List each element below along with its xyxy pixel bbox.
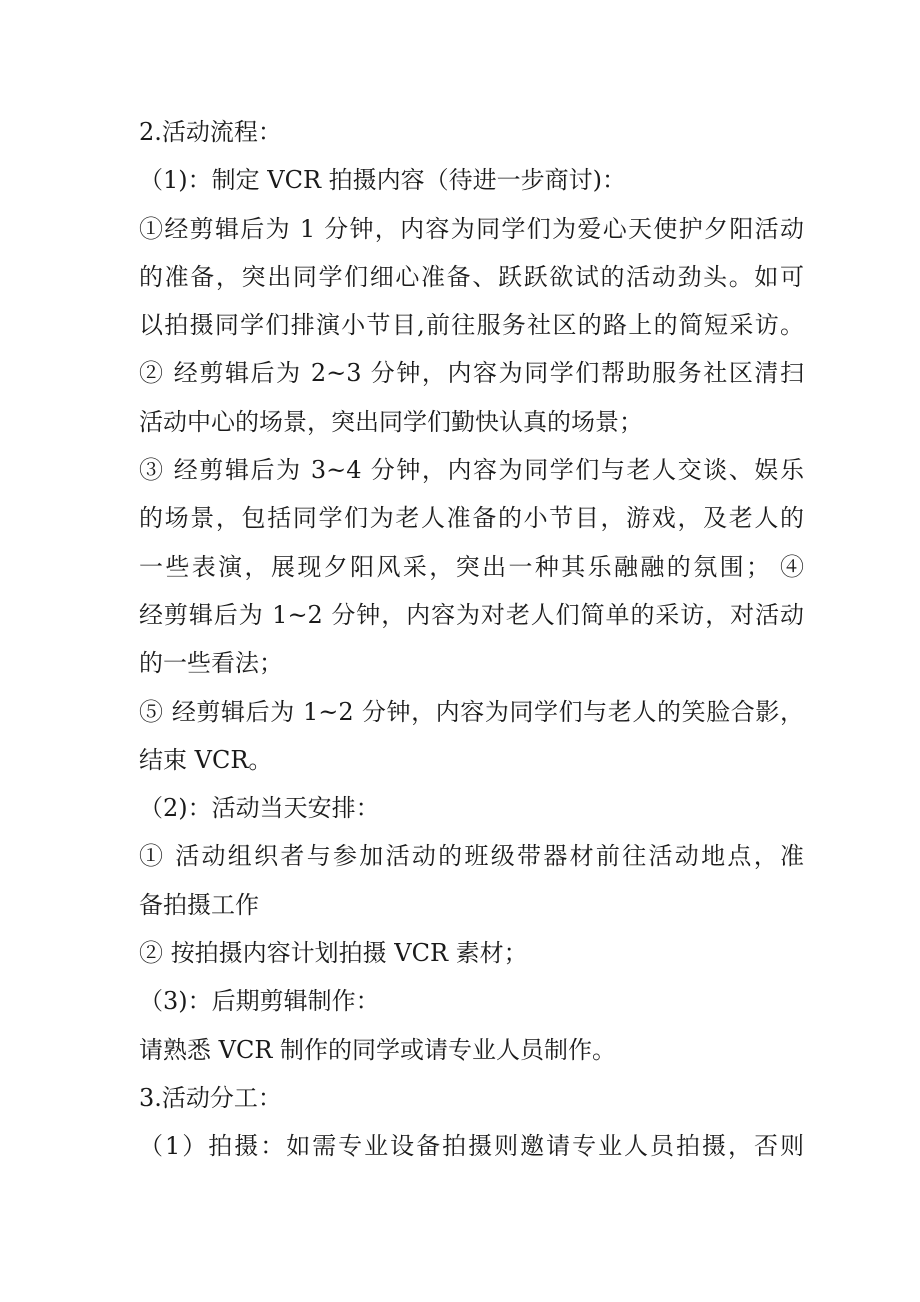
paragraph-line: ① 活动组织者与参加活动的班级带器材前往活动地点，准 bbox=[139, 842, 804, 871]
paragraph-line: 请熟悉 VCR 制作的同学或请专业人员制作。 bbox=[139, 1035, 617, 1064]
subsection-heading-vcr-content: （1)：制定 VCR 拍摄内容（待进一步商讨)： bbox=[139, 166, 627, 195]
paragraph-line: ② 按拍摄内容计划拍摄 VCR 素材； bbox=[139, 939, 528, 968]
paragraph-line: 的准备，突出同学们细心准备、跃跃欲试的活动劲头。如可 bbox=[139, 262, 804, 291]
paragraph-line: 的一些看法； bbox=[139, 649, 283, 678]
paragraph-line: 一些表演，展现夕阳风采，突出一种其乐融融的氛围； ④ bbox=[139, 552, 804, 581]
paragraph-line: ③ 经剪辑后为 3~4 分钟，内容为同学们与老人交谈、娱乐 bbox=[139, 456, 804, 485]
paragraph-line: ⑤ 经剪辑后为 1~2 分钟，内容为同学们与老人的笑脸合影， bbox=[139, 697, 804, 726]
paragraph-line: （1）拍摄：如需专业设备拍摄则邀请专业人员拍摄，否则 bbox=[139, 1132, 804, 1161]
document-body bbox=[139, 108, 804, 1171]
paragraph-line: 经剪辑后为 1~2 分钟，内容为对老人们简单的采访，对活动 bbox=[139, 600, 804, 629]
section-heading-division-of-labor: 3.活动分工： bbox=[139, 1083, 282, 1112]
subsection-heading-event-day: （2)：活动当天安排： bbox=[139, 794, 380, 823]
paragraph-line: ①经剪辑后为 1 分钟，内容为同学们为爱心天使护夕阳活动 bbox=[139, 214, 804, 243]
paragraph-line: 的场景，包括同学们为老人准备的小节目，游戏，及老人的 bbox=[139, 504, 804, 533]
paragraph-line: 备拍摄工作 bbox=[139, 890, 259, 919]
paragraph-line: 结束 VCR。 bbox=[139, 745, 273, 774]
paragraph-line: ② 经剪辑后为 2~3 分钟，内容为同学们帮助服务社区清扫 bbox=[139, 359, 804, 388]
subsection-heading-post-editing: （3)：后期剪辑制作： bbox=[139, 987, 380, 1016]
paragraph-line: 活动中心的场景，突出同学们勤快认真的场景； bbox=[139, 407, 643, 436]
section-heading-activity-process: 2.活动流程： bbox=[139, 118, 282, 146]
paragraph-line: 以拍摄同学们排演小节目,前往服务社区的路上的简短采访。 bbox=[139, 311, 804, 340]
